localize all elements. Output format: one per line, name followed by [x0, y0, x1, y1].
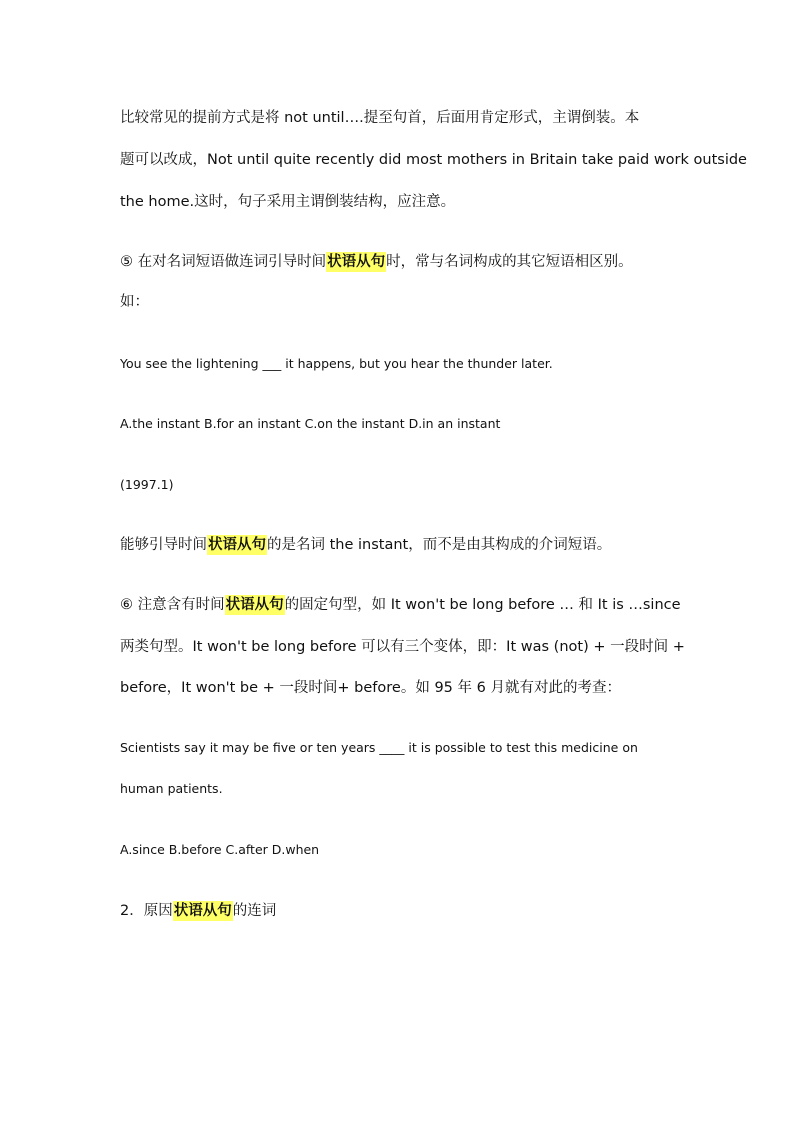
paragraph-line: before，It won't be + 一段时间+ before。如 95 年 6 月就有对此的考查： [120, 680, 621, 696]
highlighted-term: 状语从句 [173, 903, 232, 919]
highlighted-term: 状语从句 [208, 537, 266, 553]
text-segment: 时，常与名词构成的其它短语相区别。 [386, 254, 633, 270]
question-options: A.the instant B.for an instant C.on the instant D.in an instant [120, 416, 501, 431]
paragraph-line [120, 535, 611, 555]
section-heading [120, 901, 276, 921]
question-source: (1997.1) [120, 477, 174, 492]
text-segment: 能够引导时间 [120, 537, 207, 553]
question-sentence: human patients. [120, 781, 223, 796]
text-segment: ⑤ 在对名词短语做连词引导时间 [120, 254, 327, 270]
paragraph-line: 两类句型。It won't be long before 可以有三个变体，即：It was (not) + 一段时间 + [120, 639, 685, 655]
question-options: A.since B.before C.after D.when [120, 842, 320, 857]
paragraph-line: 题可以改成，Not until quite recently did most mothers in Britain take paid work outside [120, 152, 747, 168]
paragraph-line: 如： [120, 294, 149, 310]
text-segment: 的固定句型，如 It won't be long before … 和 It is …since [284, 597, 681, 613]
text-segment: 的是名词 the instant，而不是由其构成的介词短语。 [267, 537, 612, 553]
text-segment: 2．原因 [120, 903, 173, 919]
highlighted-term: 状语从句 [225, 597, 284, 613]
question-sentence: You see the lightening ___ it happens, but you hear the thunder later. [120, 356, 553, 371]
text-segment: 的连词 [232, 903, 277, 919]
paragraph-line: 比较常见的提前方式是将 not until….提至句首，后面用肯定形式，主谓倒装。本 [120, 110, 640, 126]
question-sentence: Scientists say it may be five or ten years ____ it is possible to test this medicine on [120, 740, 638, 755]
paragraph-line [120, 595, 681, 615]
paragraph-line: the home.这时，句子采用主谓倒装结构，应注意。 [120, 194, 456, 210]
paragraph-line [120, 252, 633, 272]
highlighted-term: 状语从句 [327, 254, 386, 270]
text-segment: ⑥ 注意含有时间 [120, 597, 225, 613]
